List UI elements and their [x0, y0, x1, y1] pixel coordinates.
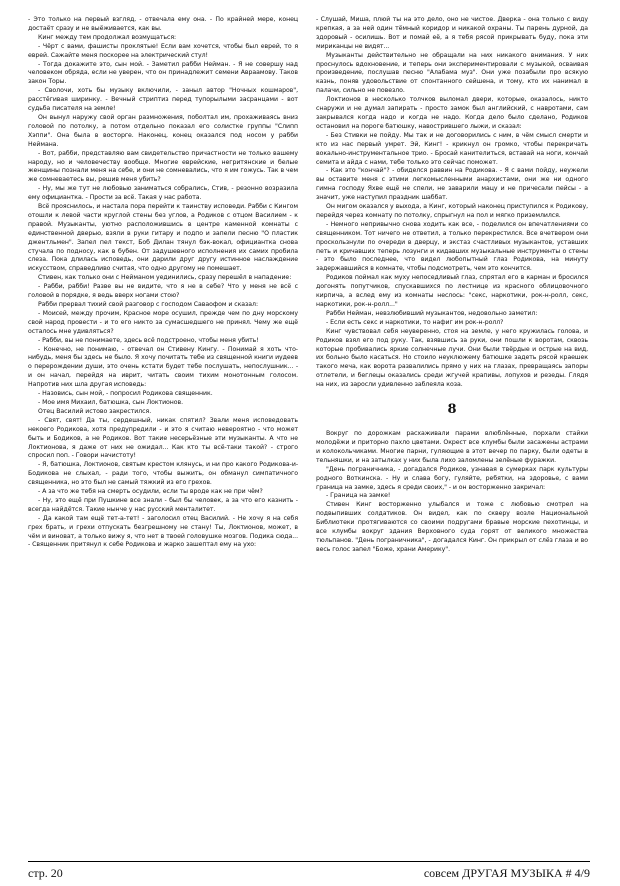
paragraph: - Рабби, вы не понимаете, здесь всё подстроено, чтобы меня убить! — [38, 336, 259, 344]
paragraph: - Мое имя Михаил, батюшка, сын Локтионов. — [38, 398, 184, 406]
paragraph: Кинг чувствовал себя неуверенно, стоя на земле, у него кружилась голова, и Родиков взял его под руку. Так, взявшись за руки, они пошли к воротам, сквозь которые пробивались яркие солнечные лучи. Они были твёрдые и острые на вид, их больно было касаться. Но стоило неуклюжему батюшке задеть рясой краешек такого меча, как ворота развалились прямо у них на глазах, превращаясь запоры отлетели, и беглецы оказались среди жгучей крапивы, лопухов и резеды. Глядя на них, из заросли удивленно заблеяла коза. — [316, 327, 588, 389]
paragraph: Стивен, как только они с Нейманом уединились, сразу перешёл в нападение: — [38, 274, 292, 282]
paragraph: - А за что же тебя на смерть осудили, если ты вроде как не при чём? — [38, 488, 263, 496]
paragraph: - Вот, рабби, представляю вам свидетельство причастности не только вашему народу, но и человечеству вообще. Многие еврейские, негритянские и белые женщины познали меня на себе, и они не сомневались, что я им гожусь. Так в чем же сомневаетесь вы, решив меня убить? — [28, 149, 298, 184]
paragraph: Кинг между тем продолжал возмущаться: — [38, 33, 177, 41]
paragraph: - Свят, свят! Да ты, сердешный, никак спятил? Звали меня исповедовать некоего Родикова, хотя предупредили - и это я считаю невероятно - что может быть и Бодиков, а не Родиков. Вот такие несерьёзные эти музыканты. А что не Локтионова, я даже от них не ожидал... Как кто ты всё-таки такой? - строго спросил поп. - Говори начистоту! — [28, 416, 298, 460]
paragraph: Рабби прервал тихий свой разговор с господом Саваофом и сказал: — [38, 301, 258, 308]
paragraph: Стивен Кинг восторженно улыбался и тоже с любовью смотрел на подвыпивших солдатиков. Он видел, как по скверу возле Национальной Библиотеки протягиваются со своими подругами бравые морские пехотинцы, и все клумбы вокруг здания Верховного суда горят от великого множества тюльпанов. "День пограничника", - догадался Кинг. Он прикрыл от слёз глаза и во весь голос запел "Боже, храни Америку". — [316, 501, 588, 553]
paragraph: - Ну, это ещё при Пушкине все знали - был бы человек, а за что его казнить - всегда найдётся. Такие нынче у нас русский менталитет. — [28, 496, 298, 513]
chapter-number: 8 — [447, 402, 457, 418]
paragraph: - Конечно, не понимаю, - отвечал он Стивену Кингу. - Понимай я хоть что-нибудь, меня бы здесь не было. Я хочу почитать тебе из священной книги иудеев о перерождении души, это очень кстати будет тебе послушать, непослушник... - и он начал, перейдя на иврит, читать своим тихим монотонным голосом. Напротив них шла другая исповедь: — [28, 345, 298, 389]
paragraph: Он вынул наружу свой орган размножения, поболтал им, прохаживаясь вниз головой по потолку, а потом отдельно показал его солистке группы "Слипп Хэппи". Она была в восторге. Наконец, конец оказался под носом у рабби Неймана. — [28, 113, 298, 148]
paragraph: - Моисей, между прочим, Красное море осушил, прежде чем по дну морскому свой народ провести - и то его никто за сумасшедшего не принял. Чему же ещё осталось мне удивляться? — [28, 309, 298, 335]
paragraph: - Я, батюшка, Локтионов, святым крестом клянусь, и ни про какого Родикова-и-Бодикова не слыхал, - ради того, чтобы выжить, он обманул симпатичного священника, но это был не самый тяжкий из его грехов. — [28, 461, 298, 487]
paragraph: "День пограничника, - догадался Родиков, узнавая в сумерках парк культуры родного Воткинска. - Ну и слава богу, гуляйте, ребятки, на здоровье, с вами граница на замке, здесь я среди своих," - и он восторженно закричал: — [316, 465, 588, 491]
paragraph: Родиков поймал как муху непоседливый глаз, спрятал его в карман и бросился догонять попутчиков, спускавшихся по лестнице из красного облицовочного кирпича, а вслед ему из комнаты неслось: "секс, наркотики, рок-н-ролл, секс, наркотики, рок-н-ролл..." — [316, 274, 588, 308]
paragraph: Всё прояснилось, и настала пора перейти к таинству исповеди. Рабби с Кингом отошли к левой части круглой стены без углов, а Родиков с отцом Василием - к правой. Музыканты, уютно расположившись в центре каменной комнаты с единственной дверью, взяли в руки гитару и подпо и запели песню "О пластик джентльмен". Запел пел текст, Боб Дилан тянул бэк-вокал, официантка снова стучала по подносу, как в бубен. От задушевного исполнения их самих пробила слеза. Пока длилась исповедь, они дарили друг другу истинное наслаждение искусством, справедливо считая, что одно другому не помешает. — [28, 203, 298, 273]
paragraph: Рабби Нейман, невзлюбивший музыкантов, недовольно заметил: — [326, 309, 538, 317]
paragraph: Он мигом оказался у выхода, а Кинг, который наконец приступился к Родикову, перейдя через комнату по потолку, спрыгнул на пол и мягко приземлился. — [316, 203, 588, 219]
paragraph: Вокруг по дорожкам расхаживали парами влюблённые, порхали стайки молодёжи и приторно пахло цветами. Окрест все клумбы были засажены астрами и колокольчиками. Многие парни, гуляющие в этот вечер по парку, были одеты в тельняшки, и на затылках у них была лихо заломлены зелёные фуражки. — [316, 430, 588, 464]
paragraph: - Слушай, Миша, плюй ты на это дело, оно не чистое. Дверка - она только с виду крепкая, а за ней один тёмный коридор и никакой охраны. Ты парень дурной, да здоровый - осилишь. Вот и помай её, а я тебя рясой прикрывать буду, пока эти мириканцы не видят... — [316, 16, 588, 50]
paragraph: - Сволочи, хоть бы музыку включили, - заныл автор "Ночных кошмаров", расстёгивая ширинку. - Вечный стриптиз перед тупорылыми засранцами - вот судьба писателя на земле! — [28, 87, 298, 113]
right-column — [316, 16, 588, 555]
paragraph: - Назовись, сын мой, - попросил Родикова священник. — [38, 390, 213, 398]
paragraph: - Это только на первый взгляд, - отвечала ему она. - По крайней мере, конец достаёт сразу и не выёживается, как вы. — [28, 16, 298, 32]
paragraph: - Граница на замке! — [326, 492, 391, 500]
paragraph: Отец Василий истово закрестился. — [38, 407, 152, 415]
paragraph: - Тогда докажите это, сын мой. - Заметил рабби Нейман. - Я не совершу над человеком обряда, если не уверен, что он принадлежит семени Авраамову. Таков закон Торы. — [28, 60, 298, 86]
paragraph: - Как это "кончай"? - обиделся раввин на Родикова. - Я с вами пойду, неужели вы оставите меня с этими легкомысленными анархистами, они же ни одного гимна господу Яхве ещё не спели, не заварили мацу и не причесали пейсы - а значит, уже наступил праздник шаббат. — [316, 167, 588, 202]
paragraph: Музыканты действительно не обращали на них никакого внимания. У них проснулось вдохновение, и теперь они экспериментировали с музыкой, осваивая произведение, послушав песню "Алабама муз". Они уже позабыли про всякую казнь, поняв удовольствие от спонтанного сейшена, и тому, кто их нанимал в палачи, сильно не повезло. — [316, 51, 588, 95]
paragraph: - Чёрт с вами, фашисты проклятые! Если вам хочется, чтобы был еврей, то я еврей. Сажайте меня поскорее на электрический стул! — [28, 42, 298, 59]
paragraph: - Немного непривычно снова ходить как все, - поделился он впечатлениями со священником. Тот ничего не ответил, а только перекрестился. Все вчетвером они проскользнули по очереди в дверцу, и экстаз счастливых музыкантов, уставших петь и кричавших теперь лозунги и кидавших музыкальные инструменты о стены - это было последнее, что видел любопытный глаз Родикова, на минуту задержавшийся в комнате, чтобы подсмотреть, чем это кончится. — [316, 220, 588, 273]
paragraph: - Если есть секс и наркотики, то нафиг им рок-н-ролл? — [326, 318, 504, 326]
left-column — [28, 16, 298, 550]
page-number: стр. 20 — [28, 866, 63, 880]
paragraph: - Ну, мы же тут не любовью заниматься собрались, Стив, - резонно возразила ему официантка. - Прости за всё. Такая у нас работа. — [28, 185, 298, 202]
magazine-issue: совсем ДРУГАЯ МУЗЫКА # 4/9 — [423, 866, 590, 880]
paragraph: - Да какой там ещё тет-а-тет! - заголосил отец Василий. - Не хочу я на себя грех брать, и грехи отпускать безгрешному не стану! Ты, Локтионов, может, в чём и виноват, а только вижу я, что нет в твоей головушке мозгов. Подика сюда... - Священник притянул к себе Родикова и жарко зашептал ему на ухо: — [28, 514, 298, 549]
paragraph: - Без Стивки не пойду. Мы так и не договорились с ним, в чём смысл смерти и кто из нас первый умрет. Эй, Кинг! - крикнул он громко, чтобы перекричать вокально-инструментальное трио. - Бросай канителиться, вставай на ноги, кончай семита и айда с нами, тебе только это сейчас поможет. — [316, 131, 588, 166]
footer-rule — [28, 861, 590, 862]
paragraph: Локтионов в несколько толчков выломал двери, которые, оказалось, никто снаружи и не думал запирать - просто замок был английский, с навротами, сам закрывался когда надо и когда не надо. Когда дело было сделано, Родиков остановил на пороге батюшку, навострившего лыжи, и сказал: — [316, 96, 588, 130]
paragraph: - Рабби, рабби! Разве вы не видите, что я не в себе? Что у меня не всё с головой в порядке, я ведь вверх ногами стою? — [28, 283, 298, 300]
